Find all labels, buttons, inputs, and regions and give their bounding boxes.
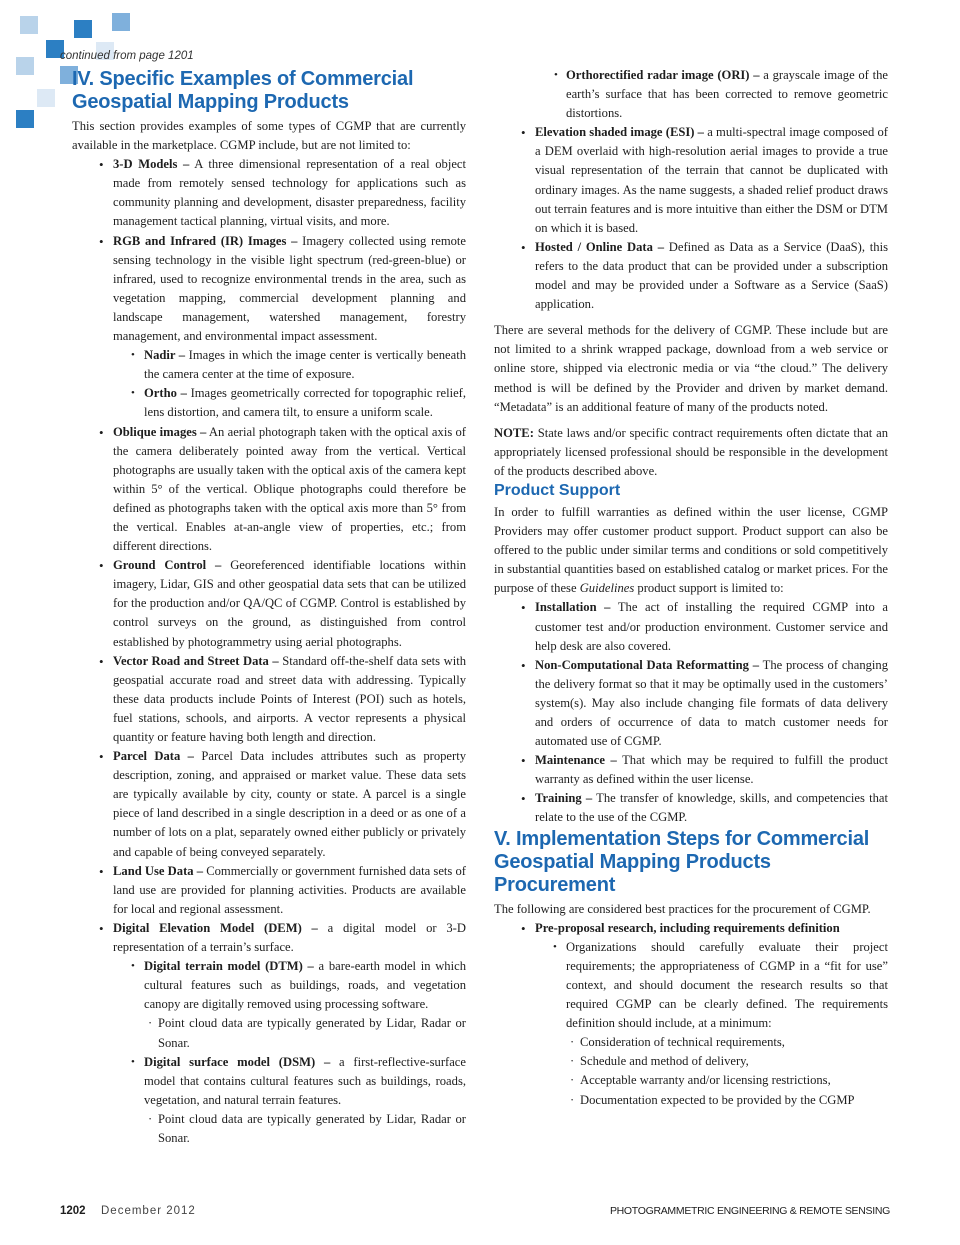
right-column <box>494 66 888 1110</box>
left-column <box>72 68 466 1148</box>
continued-note: continued from page 1201 <box>60 50 194 62</box>
list-item: • Elevation shaded image (ESI) – a multi-spectral image composed of a DEM overlaid with high-resolution aerial images to provide a true visual representation of the terrain that cannot be duplicated with ordinary images. As the name suggests, a shaded relief product draws out terrain features and is more intuitive than either the DSM or DTM on which it is based. <box>494 123 888 238</box>
list-item: · Point cloud data are typically generated by Lidar, Radar or Sonar. <box>72 1014 466 1052</box>
decorative-square <box>74 20 92 38</box>
product-list <box>72 155 466 346</box>
section-intro: This section provides examples of some types of CGMP that are currently available in the marketplace. CGMP include, but are not limited to: <box>72 119 466 153</box>
decorative-square <box>37 89 55 107</box>
sub-list <box>72 957 466 1014</box>
list-item: • Maintenance – That which may be required to fulfill the product warranty as defined within the user license. <box>494 751 888 789</box>
list-item: • Ground Control – Georeferenced identifiable locations within imagery, Lidar, GIS and other geospatial data sets that can be utilized for the production and/or QA/QC of CGMP. Control is established by control surveys on the ground, as distinguished from control established by photogrammetry using aerial photographs. <box>72 556 466 651</box>
list-item: • 3-D Models – A three dimensional representation of a real object made from remotely sensed technology for applications such as community planning and development, disaster preparedness, facility management tactical planning, virtual visits, and more. <box>72 155 466 231</box>
list-item: • Oblique images – An aerial photograph taken with the optical axis of the camera deliberately pointed away from the vertical. Vertical photographs are usually taken with the optical axis of the camera kept within 5° of the vertical. Oblique photographs could therefore be defined as photographs taken with the optical axis more than 5° from the vertical. Enables at-an-angle view of properties, etc.; from different directions. <box>72 423 466 557</box>
list-item: • Ortho – Images geometrically corrected for topographic relief, lens distortion, and camera tilt, to ensure a uniform scale. <box>72 384 466 422</box>
list-item: • Parcel Data – Parcel Data includes attributes such as property description, zoning, and appraised or market value. These data sets are typically available by city, county or state. A parcel is a single piece of land described in a single description in a deed or as one of a number of lots on a plat, separately owned either publicly or privately and capable of being conveyed separately. <box>72 747 466 862</box>
list-item: · Consideration of technical requirements, <box>494 1033 888 1052</box>
product-support-heading: Product Support <box>494 481 621 499</box>
decorative-square <box>112 13 130 31</box>
list-item: • Installation – The act of installing the required CGMP into a customer test and/or production environment. Customer service and help desk are also covered. <box>494 598 888 655</box>
product-list <box>72 423 466 958</box>
list-item: • Orthorectified radar image (ORI) – a grayscale image of the earth’s surface that has been corrected to remove geometric distortions. <box>494 66 888 123</box>
sub-list <box>72 1053 466 1110</box>
implementation-intro: The following are considered best practices for the procurement of CGMP. <box>494 901 871 916</box>
list-item: • Vector Road and Street Data – Standard off-the-shelf data sets with geospatial accurate road and street data with addressing. Typically these data products include Points of Interest (POI) such as hotels, fuel stations, schools, and airports. A vector represents a physical quantity or feature having both length and direction. <box>72 652 466 747</box>
list-item: · Documentation expected to be provided by the CGMP <box>494 1091 888 1110</box>
requirements-list <box>494 1033 888 1109</box>
issue-date: December 2012 <box>101 1205 196 1217</box>
list-item: • Hosted / Online Data – Defined as Data as a Service (DaaS), this refers to the data product that can be provided under a subscription model and may be provided under a Software as a Service (SaaS) application. <box>494 238 888 314</box>
note-paragraph: NOTE: State laws and/or specific contract requirements often dictate that an appropriately licensed professional should be responsible in the development of the products described above. <box>494 425 888 478</box>
steps-list <box>494 919 888 938</box>
sub-list <box>494 938 888 1033</box>
list-item: · Schedule and method of delivery, <box>494 1052 888 1071</box>
delivery-paragraph: There are several methods for the delivery of CGMP. These include but are not limited to a shrink wrapped package, download from a web service or online store, shipped via electronic media or via “the cloud.” The delivery method is will be defined by the Provider and driven by market demand. “Metadata” is an additional feature of many of the products noted. <box>494 323 888 414</box>
list-item: · Point cloud data are typically generated by Lidar, Radar or Sonar. <box>72 1110 466 1148</box>
sub-list <box>72 346 466 422</box>
decorative-square <box>16 110 34 128</box>
sub-list <box>494 66 888 123</box>
product-list <box>494 123 888 314</box>
sub-sub-list <box>72 1110 466 1148</box>
list-item: • Non-Computational Data Reformatting – The process of changing the delivery format so that it may be optimally used in the customers’ system(s). May also include changing file formats of data delivery and orders of occurrence of data to match customer needs for automated use of CGMP. <box>494 656 888 751</box>
list-item: • Digital surface model (DSM) – a first-reflective-surface model that contains cultural features such as buildings, roads, vegetation, and natural terrain features. <box>72 1053 466 1110</box>
page-number: 1202 <box>60 1205 86 1217</box>
decorative-square <box>16 57 34 75</box>
list-item: • Digital Elevation Model (DEM) – a digital model or 3-D representation of a terrain’s surface. <box>72 919 466 957</box>
list-item: • Training – The transfer of knowledge, skills, and competencies that relate to the use of the CGMP. <box>494 789 888 827</box>
list-item: • Nadir – Images in which the image center is vertically beneath the camera center at the time of exposure. <box>72 346 466 384</box>
support-paragraph: In order to fulfill warranties as defined within the user license, CGMP Providers may offer customer product support. Product support can also be offered to the public under similar terms and conditions or sold competitively in substantial quantities based on established catalog or market prices. For the purpose of these Guidelines product support is limited to: <box>494 504 888 596</box>
decorative-square <box>20 16 38 34</box>
list-item: · Acceptable warranty and/or licensing restrictions, <box>494 1071 888 1090</box>
list-item: • Organizations should carefully evaluate their project requirements; the appropriateness of CGMP in a “fit for use” context, and should document the research results so that required CGMP can be clearly defined. The requirements definition should include, at a minimum: <box>494 938 888 1033</box>
list-item: • Land Use Data – Commercially or government furnished data sets of land use are provided for planning activities. Products are available for local and regional assessment. <box>72 862 466 919</box>
list-item: • Digital terrain model (DTM) – a bare-earth model in which cultural features such as buildings, roads, and vegetation canopy are digitally removed using processing software. <box>72 957 466 1014</box>
sub-sub-list <box>72 1014 466 1052</box>
implementation-heading: V. Implementation Steps for Commercial Geospatial Mapping Products Procurement <box>494 827 870 896</box>
section-heading: IV. Specific Examples of Commercial Geospatial Mapping Products <box>72 68 414 113</box>
journal-name: PHOTOGRAMMETRIC ENGINEERING & REMOTE SENSING <box>609 1205 890 1217</box>
list-item: • Pre-proposal research, including requirements definition <box>494 919 888 938</box>
list-item: • RGB and Infrared (IR) Images – Imagery collected using remote sensing technology in the visible light spectrum (red-green-blue) or infrared, used to recognize environmental trends in the area, such as vegetation mapping, commercial development planning and landscape management, watershed management, forestry management, and environmental impact assessment. <box>72 232 466 347</box>
support-list <box>494 598 888 827</box>
